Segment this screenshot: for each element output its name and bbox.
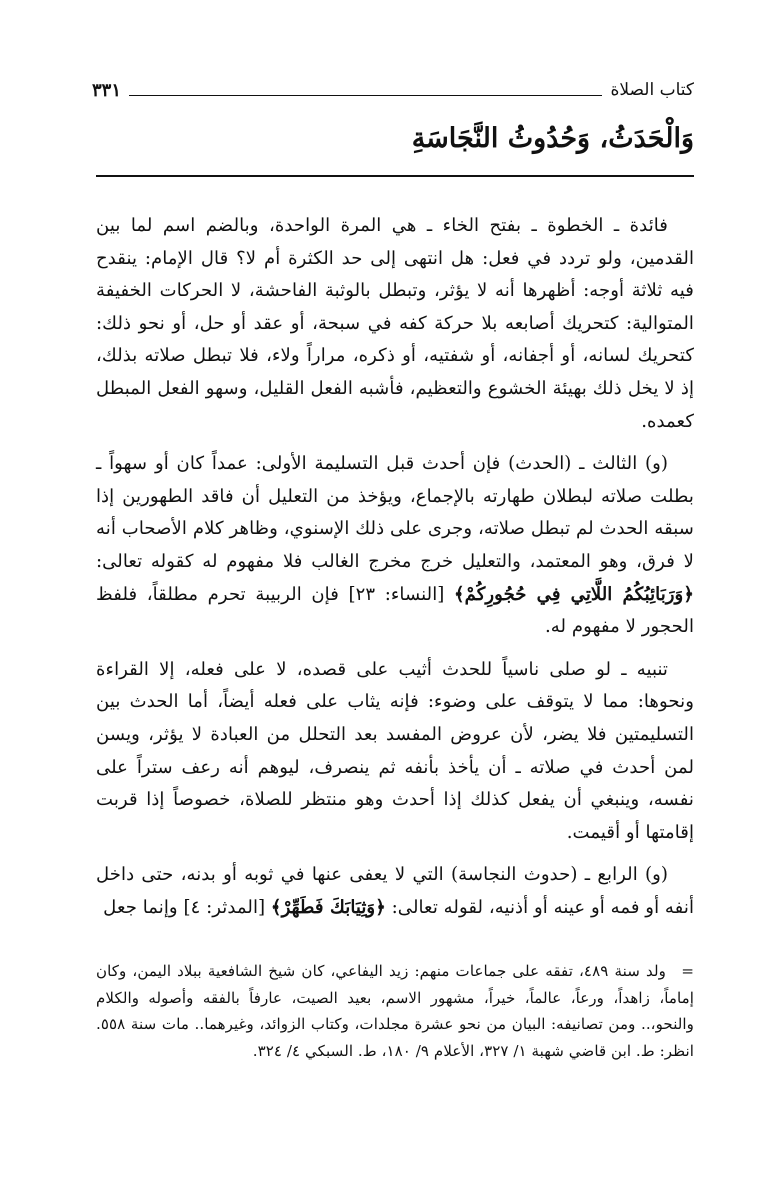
paragraph-text: (و) الرابع ـ (حدوث النجاسة) التي لا يعفى عنها في ثوبه أو بدنه، حتى داخل أنفه أو فمه أو عينه أو أذنيه، لقوله تعالى: bbox=[96, 864, 694, 918]
footnote-marker: = bbox=[681, 962, 695, 980]
book-title: كتاب الصلاة bbox=[610, 80, 694, 100]
footnote-text: ولد سنة ٤٨٩، تفقه على جماعات منهم: زيد اليفاعي، كان شيخ الشافعية ببلاد اليمن، وكان إماماً، زاهداً، ورعاً، عالماً، خيراً، مشهور الاسم، بعيد الصيت، عارفاً بالفقه وأصوله والكلام والنحو،.. ومن تصانيفه: البيان من نحو عشرة مجلدات، وكتاب الزوائد، وغيرهما.. مات سنة ٥٥٨. انظر: ط. ابن قاضي شهبة ١/ ٣٢٧، الأعلام ٩/ ١٨٠، ط. السبكي ٤/ ٣٢٤. bbox=[96, 962, 694, 1060]
page-number: ٣٣١ bbox=[92, 79, 122, 101]
header-rule bbox=[129, 95, 602, 96]
paragraph-hadath bbox=[96, 448, 694, 644]
matn-heading: وَالْحَدَثُ، وَحُدُوثُ النَّجَاسَةِ bbox=[411, 123, 694, 154]
footnote bbox=[96, 958, 694, 1064]
paragraph-text: فائدة ـ الخطوة ـ بفتح الخاء ـ هي المرة الواحدة، وبالضم اسم لما بين القدمين، ولو تردد في فعل: هل انتهى إلى حد الكثرة أم لا؟ قال الإمام: ينقدح فيه ثلاثة أوجه: أظهرها أنه لا يؤثر، وتبطل بالوثبة الفاحشة، لا الحركات الخفيفة المتوالية: كتحريك أصابعه بلا حركة كفه في سبحة، أو عقد أو حل، أو نحو ذلك: كتحريك لسانه، أو أجفانه، أو شفتيه، أو ذكره، مراراً ولاء، فلا تبطل صلاته بذلك، إذ لا يخل ذلك بهيئة الخشوع والتعظيم، فأشبه الفعل القليل، وسهو الفعل المبطل كعمده. bbox=[96, 215, 694, 432]
paragraph-text-after: [النساء: ٢٣] فإن الربيبة تحرم مطلقاً، فلفظ الحجور لا مفهوم له. bbox=[96, 583, 694, 638]
paragraph-text: (و) الثالث ـ (الحدث) فإن أحدث قبل التسليمة الأولى: عمداً كان أو سهواً ـ بطلت صلاته لبطلان طهارته بالإجماع، ويؤخذ من التعليل أن فاقد الطهورين إذا سبقه الحدث لم تبطل صلاته، وجرى على ذلك الإسنوي، وظاهر كلام الأصحاب أنه لا فرق، وهو المعتمد، والتعليل خرج مخرج الغالب فلا مفهوم له كقوله تعالى: bbox=[96, 453, 694, 572]
page-header bbox=[92, 76, 694, 104]
paragraph-faida bbox=[96, 210, 694, 438]
commentary-body bbox=[96, 210, 694, 934]
paragraph-najasa bbox=[96, 859, 694, 924]
quran-verse: ﴿وَرَبَائِبُكُمُ اللَّاتِي فِي حُجُورِكُمْ﴾ bbox=[453, 583, 695, 605]
paragraph-tanbih bbox=[96, 654, 694, 850]
paragraph-text: تنبيه ـ لو صلى ناسياً للحدث أثيب على قصده، لا على فعله، إلا القراءة ونحوها: مما لا يتوقف على وضوء: فإنه يثاب على فعله أيضاً، أما الحدث بين التسليمتين فلا يضر، لأن عروض المفسد بعد التحلل من العبادة لا يؤثر، ويسن لمن أحدث في صلاته ـ أن يأخذ بأنفه ثم ينصرف، ليوهم أنه رعف ستراً على نفسه، وينبغي أن يفعل كذلك إذا أحدث وهو منتظر للصلاة، خصوصاً إذا قربت إقامتها أو أقيمت. bbox=[96, 658, 694, 843]
footnotes bbox=[96, 958, 694, 1064]
matn-separator bbox=[96, 175, 694, 177]
paragraph-text-after: [المدثر: ٤] وإنما جعل bbox=[103, 896, 266, 918]
quran-verse: ﴿وَثِيَابَكَ فَطَهِّرْ﴾ bbox=[270, 896, 386, 918]
